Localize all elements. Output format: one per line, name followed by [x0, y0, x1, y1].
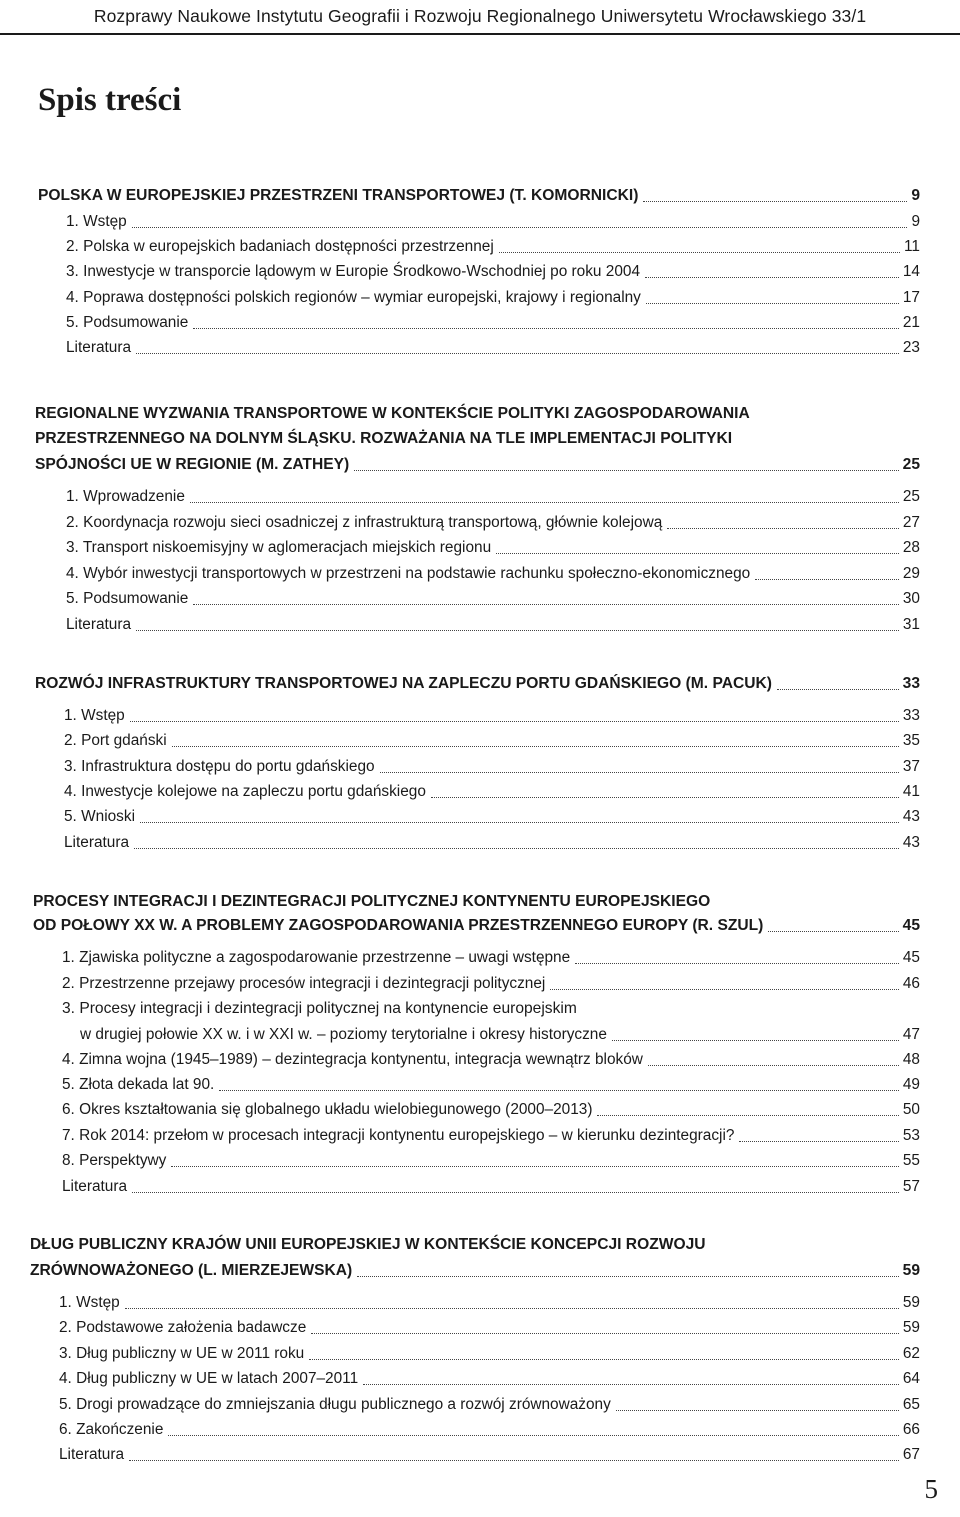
- leader-dots: [499, 252, 900, 253]
- toc-entry[interactable]: [66, 287, 920, 309]
- page-number: 62: [902, 1345, 920, 1362]
- toc-entry[interactable]: 3. Procesy integracji i dezintegracji politycznej na kontynencie europejskim: [62, 1000, 577, 1017]
- page-number: 64: [902, 1370, 920, 1387]
- leader-dots: [132, 227, 908, 228]
- entry-title: 2. Polska w europejskich badaniach dostępności przestrzennej: [66, 238, 494, 255]
- toc-entry[interactable]: [64, 832, 920, 854]
- section-title-line[interactable]: [30, 1260, 920, 1282]
- page-number: 47: [902, 1026, 920, 1043]
- toc-entry[interactable]: [66, 261, 920, 283]
- leader-dots: [645, 277, 899, 278]
- page-number: 59: [902, 1319, 920, 1336]
- toc-entry[interactable]: [66, 337, 920, 359]
- entry-title: 6. Okres kształtowania się globalnego układu wielobiegunowego (2000–2013): [62, 1101, 593, 1118]
- section-title: ZRÓWNOWAŻONEGO (L. MIERZEJEWSKA): [30, 1262, 353, 1279]
- entry-title: Literatura: [66, 339, 132, 356]
- section-title: ROZWÓJ INFRASTRUKTURY TRANSPORTOWEJ NA ZAPLECZU PORTU GDAŃSKIEGO (M. PACUK): [35, 675, 772, 692]
- section-title-line[interactable]: [33, 915, 920, 937]
- section-title-line[interactable]: [35, 454, 920, 476]
- toc-entry[interactable]: [64, 781, 920, 803]
- leader-dots: [648, 1065, 899, 1066]
- entry-title: Literatura: [59, 1446, 125, 1463]
- entry-title: 2. Port gdański: [64, 732, 167, 749]
- toc-entry[interactable]: [66, 211, 920, 233]
- toc-entry[interactable]: [62, 947, 920, 969]
- section-title-line: PROCESY INTEGRACJI I DEZINTEGRACJI POLITYCZNEJ KONTYNENTU EUROPEJSKIEGO: [33, 893, 711, 910]
- leader-dots: [755, 579, 899, 580]
- leader-dots: [129, 1460, 899, 1461]
- entry-title: 5. Drogi prowadzące do zmniejszania długu publicznego a rozwój zrównoważony: [59, 1396, 611, 1413]
- page-number: 17: [902, 289, 920, 306]
- page-number: 59: [902, 1294, 920, 1311]
- leader-dots: [309, 1359, 899, 1360]
- toc-entry[interactable]: [62, 1099, 920, 1121]
- page-number: 35: [902, 732, 920, 749]
- entry-title: 1. Zjawiska polityczne a zagospodarowanie przestrzenne – uwagi wstępne: [62, 949, 571, 966]
- page-number: 23: [902, 339, 920, 356]
- leader-dots: [357, 1276, 898, 1277]
- leader-dots: [597, 1115, 898, 1116]
- section-title-line: REGIONALNE WYZWANIA TRANSPORTOWE W KONTEKŚCIE POLITYKI ZAGOSPODAROWANIA: [35, 405, 750, 422]
- leader-dots: [130, 721, 899, 722]
- page-number: 41: [902, 783, 920, 800]
- entry-title: 5. Podsumowanie: [66, 314, 189, 331]
- toc-entry[interactable]: [64, 756, 920, 778]
- toc-entry[interactable]: [59, 1317, 920, 1339]
- entry-title: 4. Inwestycje kolejowe na zapleczu portu gdańskiego: [64, 783, 426, 800]
- toc-entry[interactable]: [59, 1444, 920, 1466]
- page-number: 53: [902, 1127, 920, 1144]
- entry-title: 7. Rok 2014: przełom w procesach integracji kontynentu europejskiego – w kierunku dezintegracji?: [62, 1127, 735, 1144]
- section-title: SPÓJNOŚCI UE W REGIONIE (M. ZATHEY): [35, 456, 350, 473]
- page-number: 48: [902, 1051, 920, 1068]
- page-number: 14: [902, 263, 920, 280]
- leader-dots: [171, 1166, 899, 1167]
- page-number: 25: [902, 456, 920, 473]
- entry-title: Literatura: [62, 1178, 128, 1195]
- entry-title: 6. Zakończenie: [59, 1421, 164, 1438]
- entry-title: 5. Wnioski: [64, 808, 135, 825]
- header-rule: [0, 33, 960, 35]
- leader-dots: [219, 1090, 899, 1091]
- toc-entry[interactable]: [64, 705, 920, 727]
- page-number: 9: [911, 213, 920, 230]
- entry-title: 4. Dług publiczny w UE w latach 2007–2011: [59, 1370, 359, 1387]
- toc-entry[interactable]: [66, 614, 920, 636]
- toc-entry[interactable]: [64, 806, 920, 828]
- leader-dots: [550, 989, 899, 990]
- leader-dots: [616, 1410, 899, 1411]
- toc-entry[interactable]: [59, 1368, 920, 1390]
- page-number: 66: [902, 1421, 920, 1438]
- section-title-line: DŁUG PUBLICZNY KRAJÓW UNII EUROPEJSKIEJ W KONTEKŚCIE KONCEPCJI ROZWOJU: [30, 1236, 706, 1253]
- page-number: 65: [902, 1396, 920, 1413]
- entry-title: 5. Złota dekada lat 90.: [62, 1076, 215, 1093]
- leader-dots: [643, 201, 907, 202]
- toc-entry[interactable]: [80, 1024, 920, 1046]
- leader-dots: [140, 822, 899, 823]
- leader-dots: [136, 353, 899, 354]
- section-title-line[interactable]: [38, 185, 920, 207]
- page-number: 27: [902, 514, 920, 531]
- leader-dots: [193, 604, 899, 605]
- page-folio: 5: [924, 1474, 938, 1504]
- page-number: 37: [902, 758, 920, 775]
- entry-title: 1. Wstęp: [59, 1294, 120, 1311]
- page-number: 45: [902, 949, 920, 966]
- page-number: 55: [902, 1152, 920, 1169]
- page-number: 43: [902, 808, 920, 825]
- toc-entry[interactable]: [66, 563, 920, 585]
- page-number: 45: [902, 917, 920, 934]
- leader-dots: [136, 630, 899, 631]
- toc-entry[interactable]: [59, 1394, 920, 1416]
- toc-entry[interactable]: [66, 537, 920, 559]
- entry-title: 1. Wstęp: [64, 707, 125, 724]
- page-title: Spis treści: [38, 82, 182, 118]
- entry-title: Literatura: [66, 616, 132, 633]
- page-number: 21: [902, 314, 920, 331]
- toc-entry[interactable]: [62, 973, 920, 995]
- page-number: 43: [902, 834, 920, 851]
- leader-dots: [612, 1040, 899, 1041]
- page-number: 50: [902, 1101, 920, 1118]
- entry-title: 3. Infrastruktura dostępu do portu gdańskiego: [64, 758, 375, 775]
- page-number: 46: [902, 975, 920, 992]
- leader-dots: [496, 553, 899, 554]
- entry-title: 4. Zimna wojna (1945–1989) – dezintegracja kontynentu, integracja wewnątrz bloków: [62, 1051, 643, 1068]
- entry-title: 3. Dług publiczny w UE w 2011 roku: [59, 1345, 305, 1362]
- page-number: 57: [902, 1178, 920, 1195]
- page-number: 30: [902, 590, 920, 607]
- page-number: 25: [902, 488, 920, 505]
- entry-title: 5. Podsumowanie: [66, 590, 189, 607]
- leader-dots: [575, 963, 899, 964]
- leader-dots: [172, 746, 899, 747]
- leader-dots: [125, 1308, 899, 1309]
- entry-title: Literatura: [64, 834, 130, 851]
- leader-dots: [646, 303, 899, 304]
- toc-entry[interactable]: [66, 486, 920, 508]
- section-title: OD POŁOWY XX W. A PROBLEMY ZAGOSPODAROWANIA PRZESTRZENNEGO EUROPY (R. SZUL): [33, 917, 764, 934]
- entry-title: 2. Przestrzenne przejawy procesów integracji i dezintegracji politycznej: [62, 975, 546, 992]
- toc-entry[interactable]: [62, 1176, 920, 1198]
- leader-dots: [193, 328, 899, 329]
- leader-dots: [777, 689, 899, 690]
- entry-title: 1. Wprowadzenie: [66, 488, 185, 505]
- page-number: 29: [902, 565, 920, 582]
- toc-entry[interactable]: [66, 236, 920, 258]
- section-title: POLSKA W EUROPEJSKIEJ PRZESTRZENI TRANSPORTOWEJ (T. KOMORNICKI): [38, 187, 639, 204]
- page-number: 33: [902, 675, 920, 692]
- page-number: 9: [911, 187, 920, 204]
- leader-dots: [311, 1333, 899, 1334]
- section-title-line: PRZESTRZENNEGO NA DOLNYM ŚLĄSKU. ROZWAŻANIA NA TLE IMPLEMENTACJI POLITYKI: [35, 430, 733, 447]
- toc-entry[interactable]: [64, 730, 920, 752]
- page-number: 28: [902, 539, 920, 556]
- entry-title: 2. Koordynacja rozwoju sieci osadniczej z infrastrukturą transportową, głównie kolejową: [66, 514, 663, 531]
- entry-title: 8. Perspektywy: [62, 1152, 167, 1169]
- leader-dots: [380, 772, 899, 773]
- entry-title: 3. Transport niskoemisyjny w aglomeracjach miejskich regionu: [66, 539, 492, 556]
- toc-entry[interactable]: [59, 1292, 920, 1314]
- leader-dots: [667, 528, 899, 529]
- toc-entry[interactable]: [66, 312, 920, 334]
- leader-dots: [768, 931, 898, 932]
- leader-dots: [134, 848, 899, 849]
- entry-title: 4. Poprawa dostępności polskich regionów – wymiar europejski, krajowy i regionalny: [66, 289, 641, 306]
- toc-entry[interactable]: [66, 588, 920, 610]
- leader-dots: [431, 797, 899, 798]
- page-number: 49: [902, 1076, 920, 1093]
- page-number: 33: [902, 707, 920, 724]
- leader-dots: [190, 502, 899, 503]
- leader-dots: [739, 1141, 898, 1142]
- toc-entry[interactable]: [62, 1049, 920, 1071]
- toc-entry[interactable]: [59, 1419, 920, 1441]
- entry-title: 1. Wstęp: [66, 213, 127, 230]
- section-title-line[interactable]: [35, 673, 920, 695]
- entry-title: 2. Podstawowe założenia badawcze: [59, 1319, 307, 1336]
- page-number: 67: [902, 1446, 920, 1463]
- toc-entry[interactable]: [59, 1343, 920, 1365]
- toc-entry[interactable]: [62, 1150, 920, 1172]
- leader-dots: [168, 1435, 898, 1436]
- toc-entry[interactable]: [66, 512, 920, 534]
- entry-title: 4. Wybór inwestycji transportowych w przestrzeni na podstawie rachunku społeczno-ekonomicznego: [66, 565, 751, 582]
- page-number: 59: [902, 1262, 920, 1279]
- entry-title: 3. Inwestycje w transporcie lądowym w Europie Środkowo-Wschodniej po roku 2004: [66, 263, 641, 280]
- toc-entry[interactable]: [62, 1125, 920, 1147]
- leader-dots: [132, 1192, 899, 1193]
- running-header: Rozprawy Naukowe Instytutu Geografii i Rozwoju Regionalnego Uniwersytetu Wrocławskiego 33/1: [93, 6, 867, 26]
- toc-entry[interactable]: [62, 1074, 920, 1096]
- page-number: 11: [904, 238, 920, 255]
- leader-dots: [363, 1384, 899, 1385]
- entry-title: w drugiej połowie XX w. i w XXI w. – poziomy terytorialne i okresy historyczne: [80, 1026, 607, 1043]
- page-number: 31: [902, 616, 920, 633]
- leader-dots: [354, 470, 898, 471]
